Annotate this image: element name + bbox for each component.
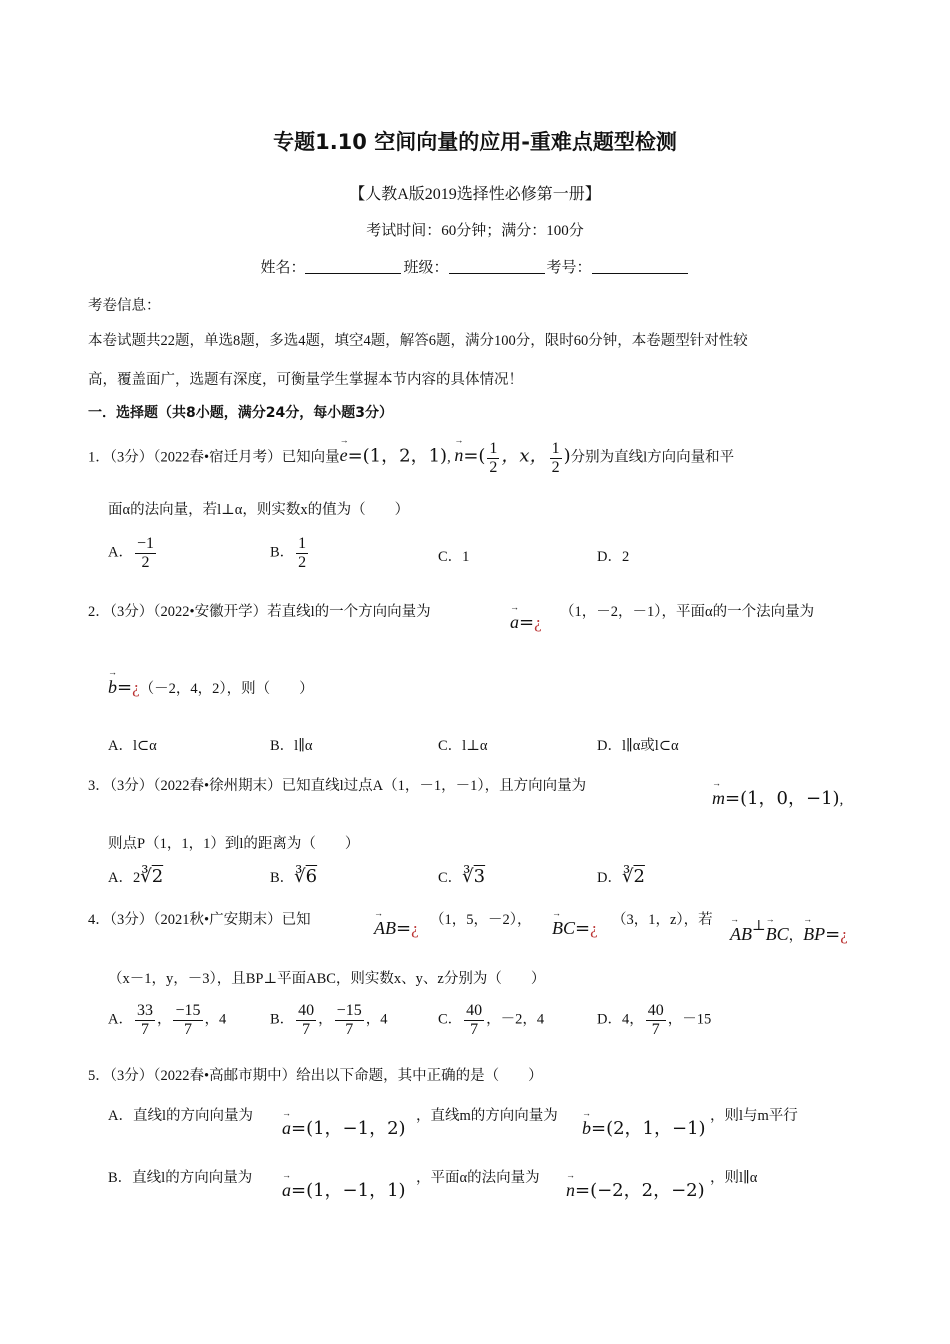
vector-bc-eq: → BC=¿ <box>552 908 598 939</box>
fraction-half: $\frac{1}{2}$ <box>489 440 498 476</box>
exam-time-info: 考试时间：60分钟；满分：100分 <box>366 223 584 239</box>
question-3-line-2: 则点P（1，1，1）到l的距离为（ ） <box>108 836 360 852</box>
q5-option-a[interactable]: A．直线l的方向向量为 <box>108 1108 253 1124</box>
info-line-2: 高，覆盖面广，选题有深度，可衡量学生掌握本节内容的具体情况！ <box>88 372 523 388</box>
question-2-line-1: 2．（3分）（2022•安徽开学）若直线l的一个方向向量为 <box>88 604 431 620</box>
q3-option-c[interactable]: C．∛3 <box>438 866 486 887</box>
page-title: 专题1.10 空间向量的应用-重难点题型检测 <box>273 130 677 154</box>
page-subtitle: 【人教A版2019选择性必修第一册】 <box>349 186 601 203</box>
q3-option-b[interactable]: B．∛6 <box>270 866 318 887</box>
question-4-bc-val: （3，1，z），若 <box>612 912 713 928</box>
q2-option-a[interactable]: A．l⊂α <box>108 738 157 754</box>
vector-ab-eq: → AB=¿ <box>374 908 419 939</box>
question-4-line-1: 4．（3分）（2021秋•广安期末）已知 <box>88 912 311 928</box>
q2-option-d[interactable]: D．l∥α或l⊂α <box>597 738 679 754</box>
q2-option-b[interactable]: B．l∥α <box>270 738 313 754</box>
question-5-line-1: 5．（3分）（2022春•高邮市期中）给出以下命题，其中正确的是（ ） <box>88 1068 543 1084</box>
q1-option-d[interactable]: D．2 <box>597 549 630 565</box>
question-4-ab-val: （1，5，－2）， <box>430 912 532 928</box>
vector-e: → e <box>339 435 349 466</box>
q4-option-c[interactable]: C． $\frac{40}{7}$ ，－2，4 <box>438 1002 545 1038</box>
vector-ab-perp-bc: → AB⊥ → BC， → BP=¿ <box>730 914 848 945</box>
question-1-line-1: 1．（3分）（2022春•宿迁月考）已知向量 → e=(1，2，1), → n=( $\frac{1}{2}$ ，x， $\frac{1}{2}$ )分别为直线l方向向量和平 <box>88 435 735 476</box>
q4-option-b[interactable]: B． $\frac{40}{7}$ ， $\frac{-15}{7}$ ，4 <box>270 1002 388 1038</box>
section-heading: 一．选择题（共8小题，满分24分，每小题3分） <box>88 405 393 421</box>
q5-a-mid: ，直线m的方向向量为 <box>416 1108 558 1124</box>
exam-no-label: 考号： <box>546 260 592 276</box>
q5-b-mid: ，平面α的法向量为 <box>416 1170 540 1186</box>
exam-no-blank <box>592 259 688 274</box>
vector-n: → n <box>454 435 464 466</box>
q1-option-c[interactable]: C．1 <box>438 549 470 565</box>
q5-a-end: ，则l与m平行 <box>710 1108 798 1124</box>
info-label: 考卷信息： <box>88 298 161 314</box>
fraction-half: $\frac{1}{2}$ <box>551 440 560 476</box>
q5-a-vector-a: → a=(1，−1，2) <box>282 1108 406 1139</box>
q5-b-vector-n: → n=(−2，2，−2) <box>566 1170 705 1201</box>
name-label: 姓名： <box>260 260 306 276</box>
question-3-line-1: 3．（3分）（2022春•徐州期末）已知直线l过点A（1，－1，－1），且方向向量为 <box>88 778 587 794</box>
vector-m-eq: → m=(1，0，−1), <box>712 778 844 809</box>
q1-option-b[interactable]: B． $\frac{1}{2}$ <box>270 535 307 571</box>
q5-option-b[interactable]: B．直线l的方向向量为 <box>108 1170 253 1186</box>
q5-a-vector-b: → b=(2，1，−1) <box>582 1108 706 1139</box>
class-label: 班级： <box>403 260 449 276</box>
q5-b-end: ，则l∥α <box>710 1170 758 1186</box>
q5-b-vector-a: → a=(1，−1，1) <box>282 1170 406 1201</box>
question-4-line-2: （x－1，y，－3），且BP⊥平面ABC，则实数x、y、z分别为（ ） <box>108 971 546 987</box>
q4-option-a[interactable]: A． $\frac{33}{7}$ ， $\frac{-15}{7}$ ，4 <box>108 1002 227 1038</box>
q3-option-d[interactable]: D．∛2 <box>597 866 645 887</box>
q1-option-a[interactable]: A． $\frac{-1}{2}$ <box>108 535 155 571</box>
class-blank <box>449 259 545 274</box>
name-blank <box>305 259 401 274</box>
vector-a-eq: → a=¿ <box>510 602 542 633</box>
student-info-line <box>0 256 950 277</box>
q4-option-d[interactable]: D．4， $\frac{40}{7}$ ，－15 <box>597 1002 712 1038</box>
question-2-line-2: → b=¿（－2，4，2），则（ ） <box>108 667 314 698</box>
question-1-line-2: 面α的法向量，若l⊥α，则实数x的值为（ ） <box>108 502 410 518</box>
q3-option-a[interactable]: A．2∛2 <box>108 866 164 887</box>
question-2-mid: （1，－2，－1），平面α的一个法向量为 <box>560 604 815 620</box>
info-line-1: 本卷试题共22题，单选8题，多选4题，填空4题，解答6题，满分100分，限时60分钟，本卷题型针对性较 <box>88 333 748 349</box>
q2-option-c[interactable]: C．l⊥α <box>438 738 488 754</box>
